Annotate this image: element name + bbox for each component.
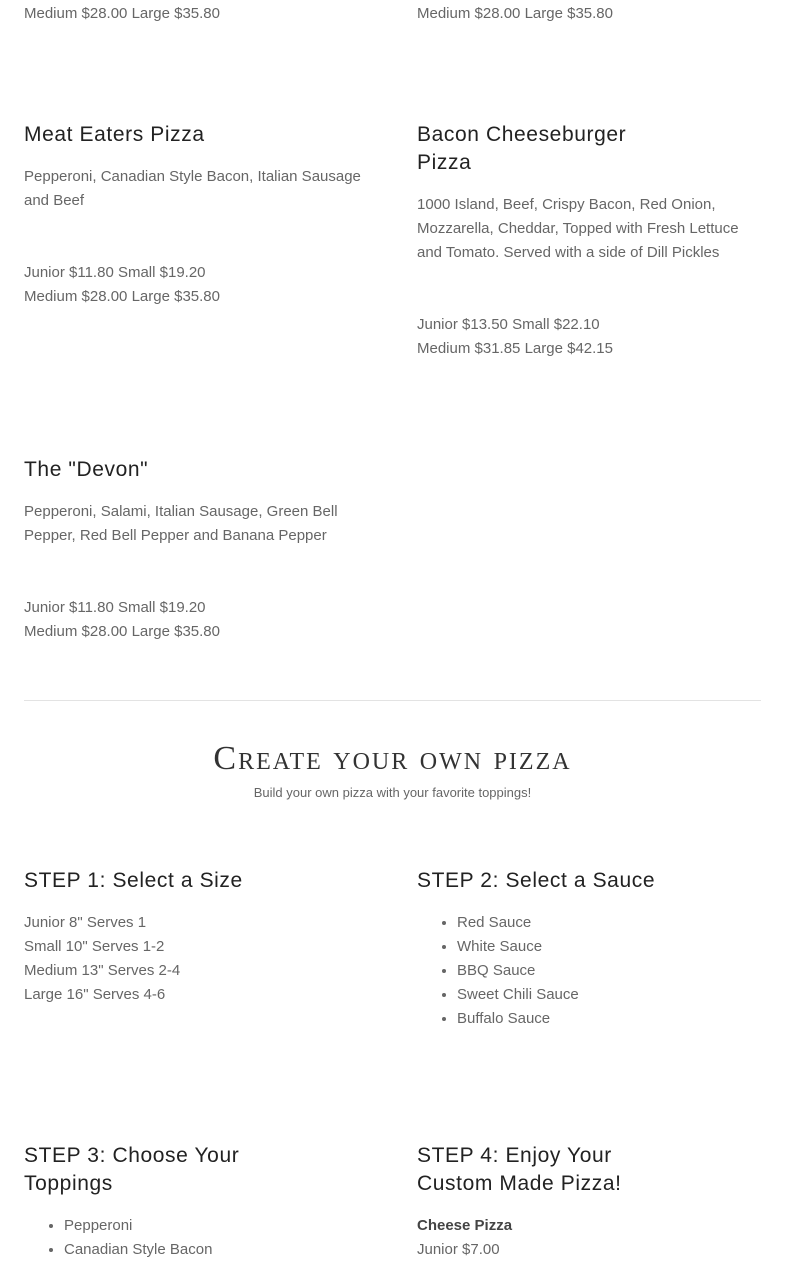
size-option: Junior 8" Serves 1 (24, 914, 147, 931)
menu-item-title: Meat Eaters Pizza (24, 123, 205, 146)
title-line: Toppings (24, 1172, 113, 1195)
title-line: STEP 4: Enjoy Your (417, 1144, 612, 1167)
topping-option: • Pepperoni (64, 1214, 212, 1238)
menu-item-title: Cheese Pizza (417, 1217, 513, 1234)
sauce-option: • Red Sauce (457, 911, 579, 935)
description-line: Pepperoni, Canadian Style Bacon, Italian Sausage (24, 168, 361, 185)
menu-item-meat-eaters (24, 121, 374, 149)
title-line: STEP 3: Choose Your (24, 1144, 240, 1167)
size-option: Large 16" Serves 4-6 (24, 986, 166, 1003)
menu-item-title (417, 121, 757, 177)
price-line: Medium $28.00 Large $35.80 (24, 5, 220, 22)
price-line: Junior $11.80 Small $19.20 (24, 264, 206, 281)
title-line: Custom Made Pizza! (417, 1172, 622, 1195)
price-line: Junior $7.00 (417, 1241, 500, 1258)
description-line: Pepper, Red Bell Pepper and Banana Pepper (24, 527, 327, 544)
title-line: Pizza (417, 151, 472, 174)
price-line: Medium $31.85 Large $42.15 (417, 340, 613, 357)
description-line: Pepperoni, Salami, Italian Sausage, Green Bell (24, 503, 338, 520)
section-divider (24, 700, 761, 701)
step-2-title: STEP 2: Select a Sauce (417, 869, 656, 892)
step-1-title: STEP 1: Select a Size (24, 869, 243, 892)
size-list (24, 911, 180, 1007)
description-line: Mozzarella, Cheddar, Topped with Fresh Lettuce (417, 220, 739, 237)
price-line: Junior $13.50 Small $22.10 (417, 316, 600, 333)
title-line: Bacon Cheeseburger (417, 123, 627, 146)
description-line: and Beef (24, 192, 85, 209)
sauce-option: • Buffalo Sauce (457, 1007, 579, 1031)
sauce-list (417, 911, 579, 1031)
price-line: Medium $28.00 Large $35.80 (24, 288, 220, 305)
step-3-title (24, 1142, 239, 1198)
menu-item-title: The "Devon" (24, 458, 149, 481)
size-option: Small 10" Serves 1-2 (24, 938, 165, 955)
price-line: Medium $28.00 Large $35.80 (417, 5, 613, 22)
price-line: Medium $28.00 Large $35.80 (24, 623, 220, 640)
section-title: Create your own pizza (213, 740, 572, 777)
sauce-option: • BBQ Sauce (457, 959, 579, 983)
topping-list (24, 1214, 212, 1262)
price-line: Junior $11.80 Small $19.20 (24, 599, 206, 616)
step-4-title (417, 1142, 622, 1198)
description-line: 1000 Island, Beef, Crispy Bacon, Red Onion, (417, 196, 716, 213)
menu-item-description (24, 165, 384, 213)
topping-option: • Canadian Style Bacon (64, 1238, 212, 1262)
size-option: Medium 13" Serves 2-4 (24, 962, 181, 979)
sauce-option: • White Sauce (457, 935, 579, 959)
menu-item-description (24, 500, 384, 548)
sauce-option: • Sweet Chili Sauce (457, 983, 579, 1007)
menu-item-description (417, 193, 777, 265)
description-line: and Tomato. Served with a side of Dill Pickles (417, 244, 720, 261)
section-subtitle: Build your own pizza with your favorite toppings! (253, 785, 532, 800)
